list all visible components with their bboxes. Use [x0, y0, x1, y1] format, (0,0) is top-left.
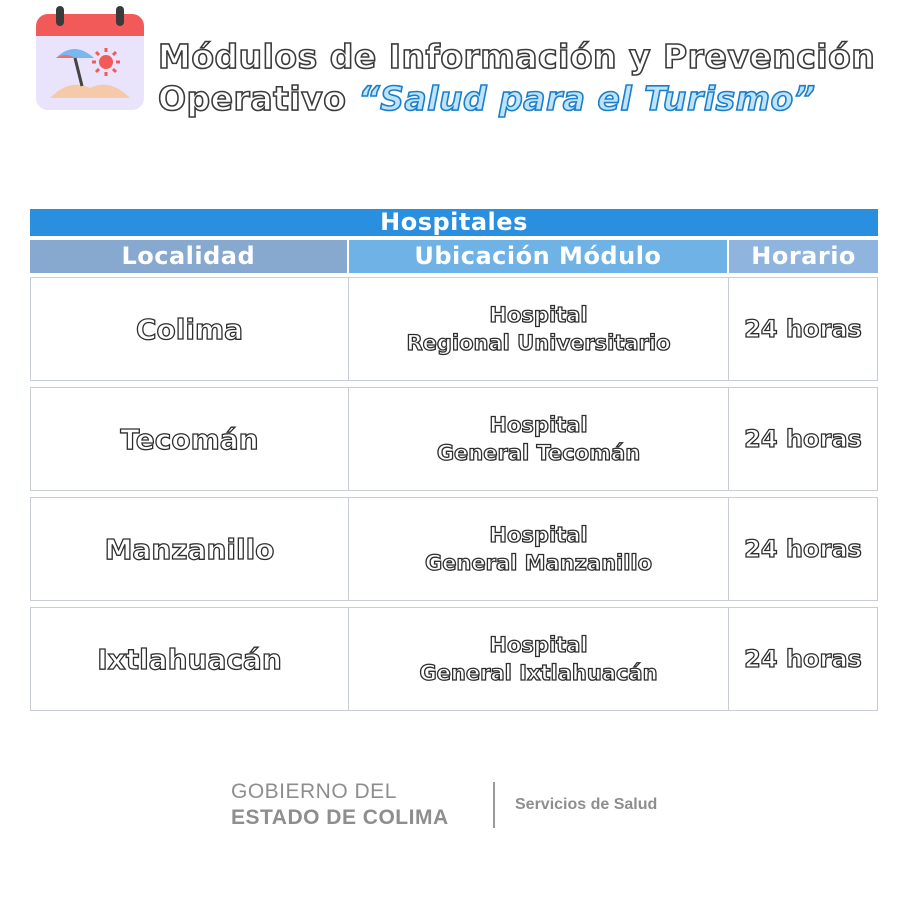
table-row — [30, 387, 878, 491]
ubicacion-line-1: Hospital — [489, 633, 588, 657]
ubicacion-line-2: Regional Universitario — [406, 331, 671, 355]
header — [34, 6, 884, 116]
ubicacion-line-1: Hospital — [489, 413, 588, 437]
gov-line-2: ESTADO DE COLIMA — [231, 806, 449, 829]
title-line-2 — [158, 78, 888, 120]
cell-ubicacion — [349, 278, 729, 380]
hospital-table — [30, 209, 878, 717]
title-line-1: Módulos de Información y Prevención — [158, 37, 876, 76]
table-header — [30, 240, 878, 273]
ubicacion-line-2: General Ixtlahuacán — [419, 661, 658, 685]
cell-horario: 24 horas — [744, 645, 862, 673]
footer-logo — [231, 780, 691, 830]
cell-localidad: Manzanillo — [31, 498, 349, 600]
table-row — [30, 497, 878, 601]
cell-horario: 24 horas — [744, 425, 862, 453]
ubicacion-line-1: Hospital — [489, 303, 588, 327]
table-title: Hospitales — [30, 209, 878, 236]
footer-divider — [493, 782, 495, 828]
calendar-beach-icon — [34, 6, 146, 112]
cell-ubicacion — [349, 608, 729, 710]
table-row — [30, 277, 878, 381]
cell-localidad: Ixtlahuacán — [31, 608, 349, 710]
title-prefix: Operativo — [158, 79, 359, 118]
table-row — [30, 607, 878, 711]
ubicacion-line-2: General Manzanillo — [424, 551, 653, 575]
ubicacion-line-2: General Tecomán — [436, 441, 641, 465]
cell-localidad: Colima — [31, 278, 349, 380]
table-body — [30, 277, 878, 711]
cell-horario: 24 horas — [744, 535, 862, 563]
cell-ubicacion — [349, 498, 729, 600]
column-header-ubicacion: Ubicación Módulo — [349, 240, 728, 273]
column-header-horario: Horario — [729, 240, 878, 273]
servicios-de-salud: Servicios de Salud — [515, 796, 658, 813]
cell-horario: 24 horas — [744, 315, 862, 343]
cell-localidad: Tecomán — [31, 388, 349, 490]
title-accent: “Salud para el Turismo” — [358, 79, 816, 118]
gov-line-1: GOBIERNO DEL — [231, 780, 397, 803]
page-title — [158, 36, 888, 120]
ubicacion-line-1: Hospital — [489, 523, 588, 547]
column-header-localidad: Localidad — [30, 240, 347, 273]
cell-ubicacion — [349, 388, 729, 490]
